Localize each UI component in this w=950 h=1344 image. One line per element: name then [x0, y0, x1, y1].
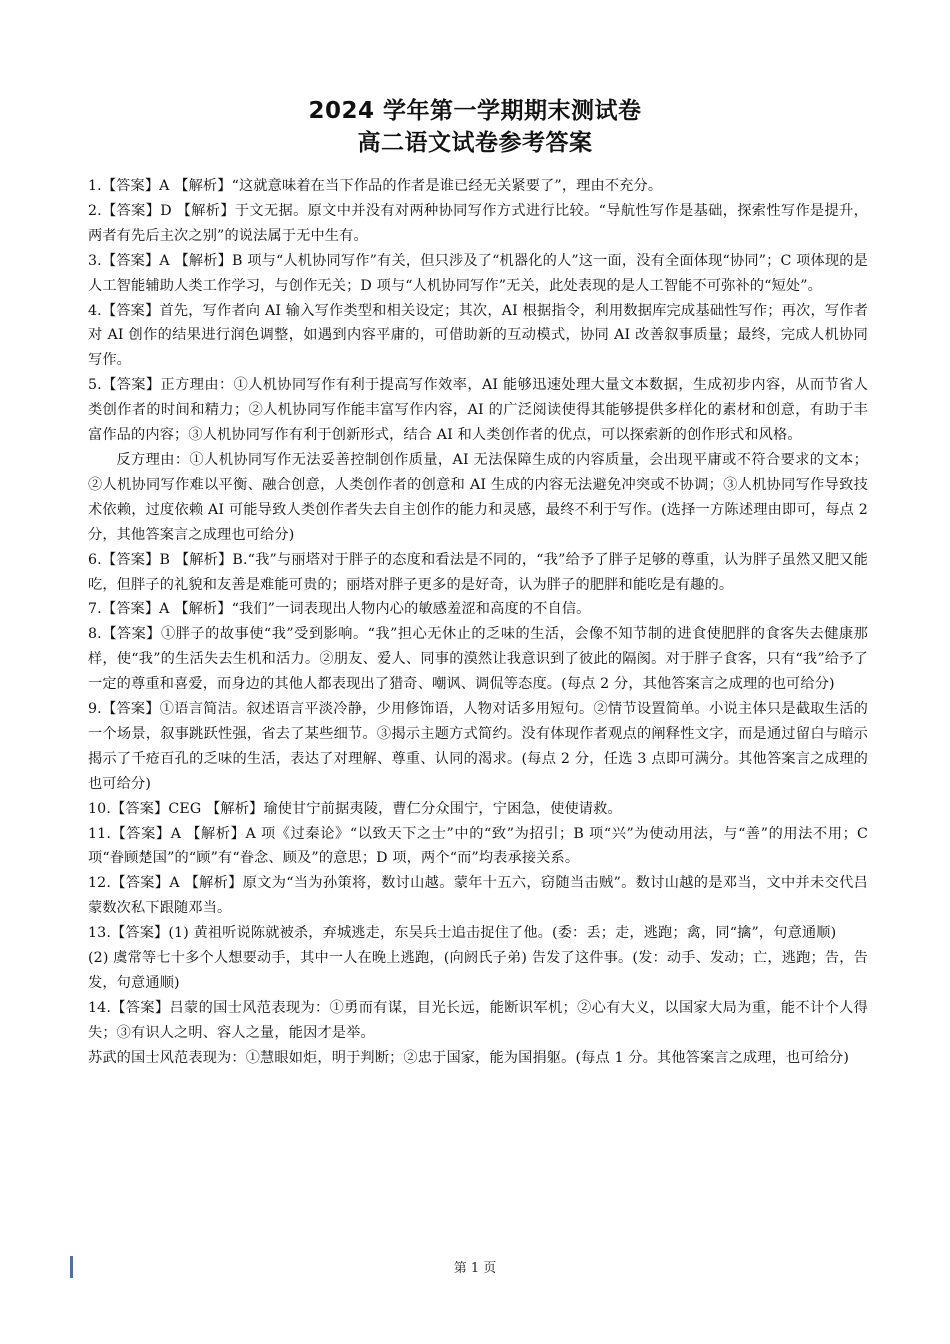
answer-item-10: 10.【答案】CEG 【解析】瑜使甘宁前据夷陵，曹仁分众围宁，宁困急，使使请救。	[88, 800, 622, 817]
answer-item-12: 12.【答案】A 【解析】原文为“当为孙策将，数讨山越。蒙年十五六，窃随当击贼”。数讨山越的是邓当，文中并未交代吕蒙数次私下跟随邓当。	[88, 875, 868, 917]
answer-item-5-opposing: 反方理由：①人机协同写作无法妥善控制创作质量，AI 无法保障生成的内容质量，会出现平庸或不符合要求的文本；②人机协同写作难以平衡、融合创意，人类创作者的创意和 AI 生成的内容无法避免冲突或不协调；③人机协同写作导致技术依赖，过度依赖 AI 可能导致人类创作者失去自主创作的能力和灵感，最终不利于写作。(选择一方陈述理由即可，每点 2 分，其他答案言之成理也可给分)	[88, 451, 868, 543]
document-subtitle: 高二语文试卷参考答案	[357, 130, 593, 156]
answer-item-2: 2.【答案】D 【解析】于文无据。原文中并没有对两种协同写作方式进行比较。“导航性写作是基础，探索性写作是提升，两者有先后主次之别”的说法属于无中生有。	[88, 202, 868, 244]
answer-item-6: 6.【答案】B 【解析】B.“我”与丽塔对于胖子的态度和看法是不同的，“我”给予了胖子足够的尊重，认为胖子虽然又肥又能吃，但胖子的礼貌和友善是难能可贵的；丽塔对胖子更多的是好奇，认为胖子的肥胖和能吃是有趣的。	[88, 551, 868, 593]
answer-item-9: 9.【答案】①语言简洁。叙述语言平淡冷静，少用修饰语，人物对话多用短句。②情节设置简单。小说主体只是截取生活的一个场景，叙事跳跃性强，省去了某些细节。③揭示主题方式简约。没有体现作者观点的阐释性文字，而是通过留白与暗示揭示了千疮百孔的乏味的生活，表达了对理解、尊重、认同的渴求。(每点 2 分，任选 3 点即可满分。其他答案言之成理的也可给分)	[88, 701, 868, 792]
answer-item-14: 14.【答案】吕蒙的国士风范表现为：①勇而有谋，目光长远，能断识军机；②心有大义，以国家大局为重，能不计个人得失；③有识人之明、容人之量，能因才是举。	[88, 999, 868, 1041]
answer-item-1: 1.【答案】A 【解析】“这就意味着在当下作品的作者是谁已经无关紧要了”，理由不充分。	[88, 178, 663, 194]
answer-item-5: 5.【答案】正方理由：①人机协同写作有利于提高写作效率，AI 能够迅速处理大量文本数据，生成初步内容，从而节省人类创作者的时间和精力；②人机协同写作能丰富写作内容，AI 的广泛阅读使得其能够提供多样化的素材和创意，有助于丰富作品的内容；③人机协同写作有利于创新形式，结合 AI 和人类创作者的优点，可以探索新的创作形式和风格。	[88, 377, 868, 444]
answer-item-13-2: (2) 虞常等七十多个人想要动手，其中一人在晚上逃跑，(向阏氏子弟) 告发了这件事。(发：动手、发动；亡，逃跑；告，告发，句意通顺)	[88, 950, 868, 991]
answer-item-3: 3.【答案】A 【解析】B 项与“人机协同写作”有关，但只涉及了“机器化的人”这一面，没有全面体现“协同”；C 项体现的是人工智能辅助人类工作学习，与创作无关；D 项与“人机协同写作”无关，此处表现的是人工智能不可弥补的“短处”。	[88, 252, 868, 294]
page-number: 第 1 页	[453, 1261, 497, 1276]
answer-item-13-1: 13.【答案】(1) 黄祖听说陈就被杀，弃城逃走，东吴兵士追击捉住了他。(委：丢；走，逃跑；禽，同“擒”，句意通顺)	[88, 925, 837, 942]
answer-item-14-suwu: 苏武的国士风范表现为：①慧眼如炬，明于判断；②忠于国家，能为国捐躯。(每点 1 分。其他答案言之成理，也可给分)	[88, 1049, 850, 1066]
answer-item-8: 8.【答案】①胖子的故事使“我”受到影响。“我”担心无休止的乏味的生活，会像不知节制的进食使肥胖的食客失去健康那样，使“我”的生活失去生机和活力。②朋友、爱人、同事的漠然让我意识到了彼此的隔阂。对于胖子食客，只有“我”给予了一定的尊重和喜爱，而身边的其他人都表现出了猎奇、嘲讽、调侃等态度。(每点 2 分，其他答案言之成理的也可给分)	[88, 626, 868, 693]
answer-item-7: 7.【答案】A 【解析】“我们”一词表现出人物内心的敏感羞涩和高度的不自信。	[88, 601, 591, 618]
document-title: 2024 学年第一学期期末测试卷	[308, 98, 642, 124]
answer-list	[88, 174, 868, 1071]
answer-item-11: 11.【答案】A 【解析】A 项《过秦论》“以致天下之士”中的“致”为招引；B 项“兴”为使动用法，与“善”的用法不用；C 项“眷顾楚国”的“顾”有“眷念、顾及”的意思；D 项，两个“而”均表承接关系。	[88, 825, 868, 867]
answer-item-4: 4.【答案】首先，写作者向 AI 输入写作类型和相关设定；其次，AI 根据指令，利用数据库完成基础性写作；再次，写作者对 AI 创作的结果进行润色调整，如遇到内容平庸的，可借助新的互动模式，协同 AI 改善叙事质量；最终，完成人机协同写作。	[88, 302, 868, 369]
